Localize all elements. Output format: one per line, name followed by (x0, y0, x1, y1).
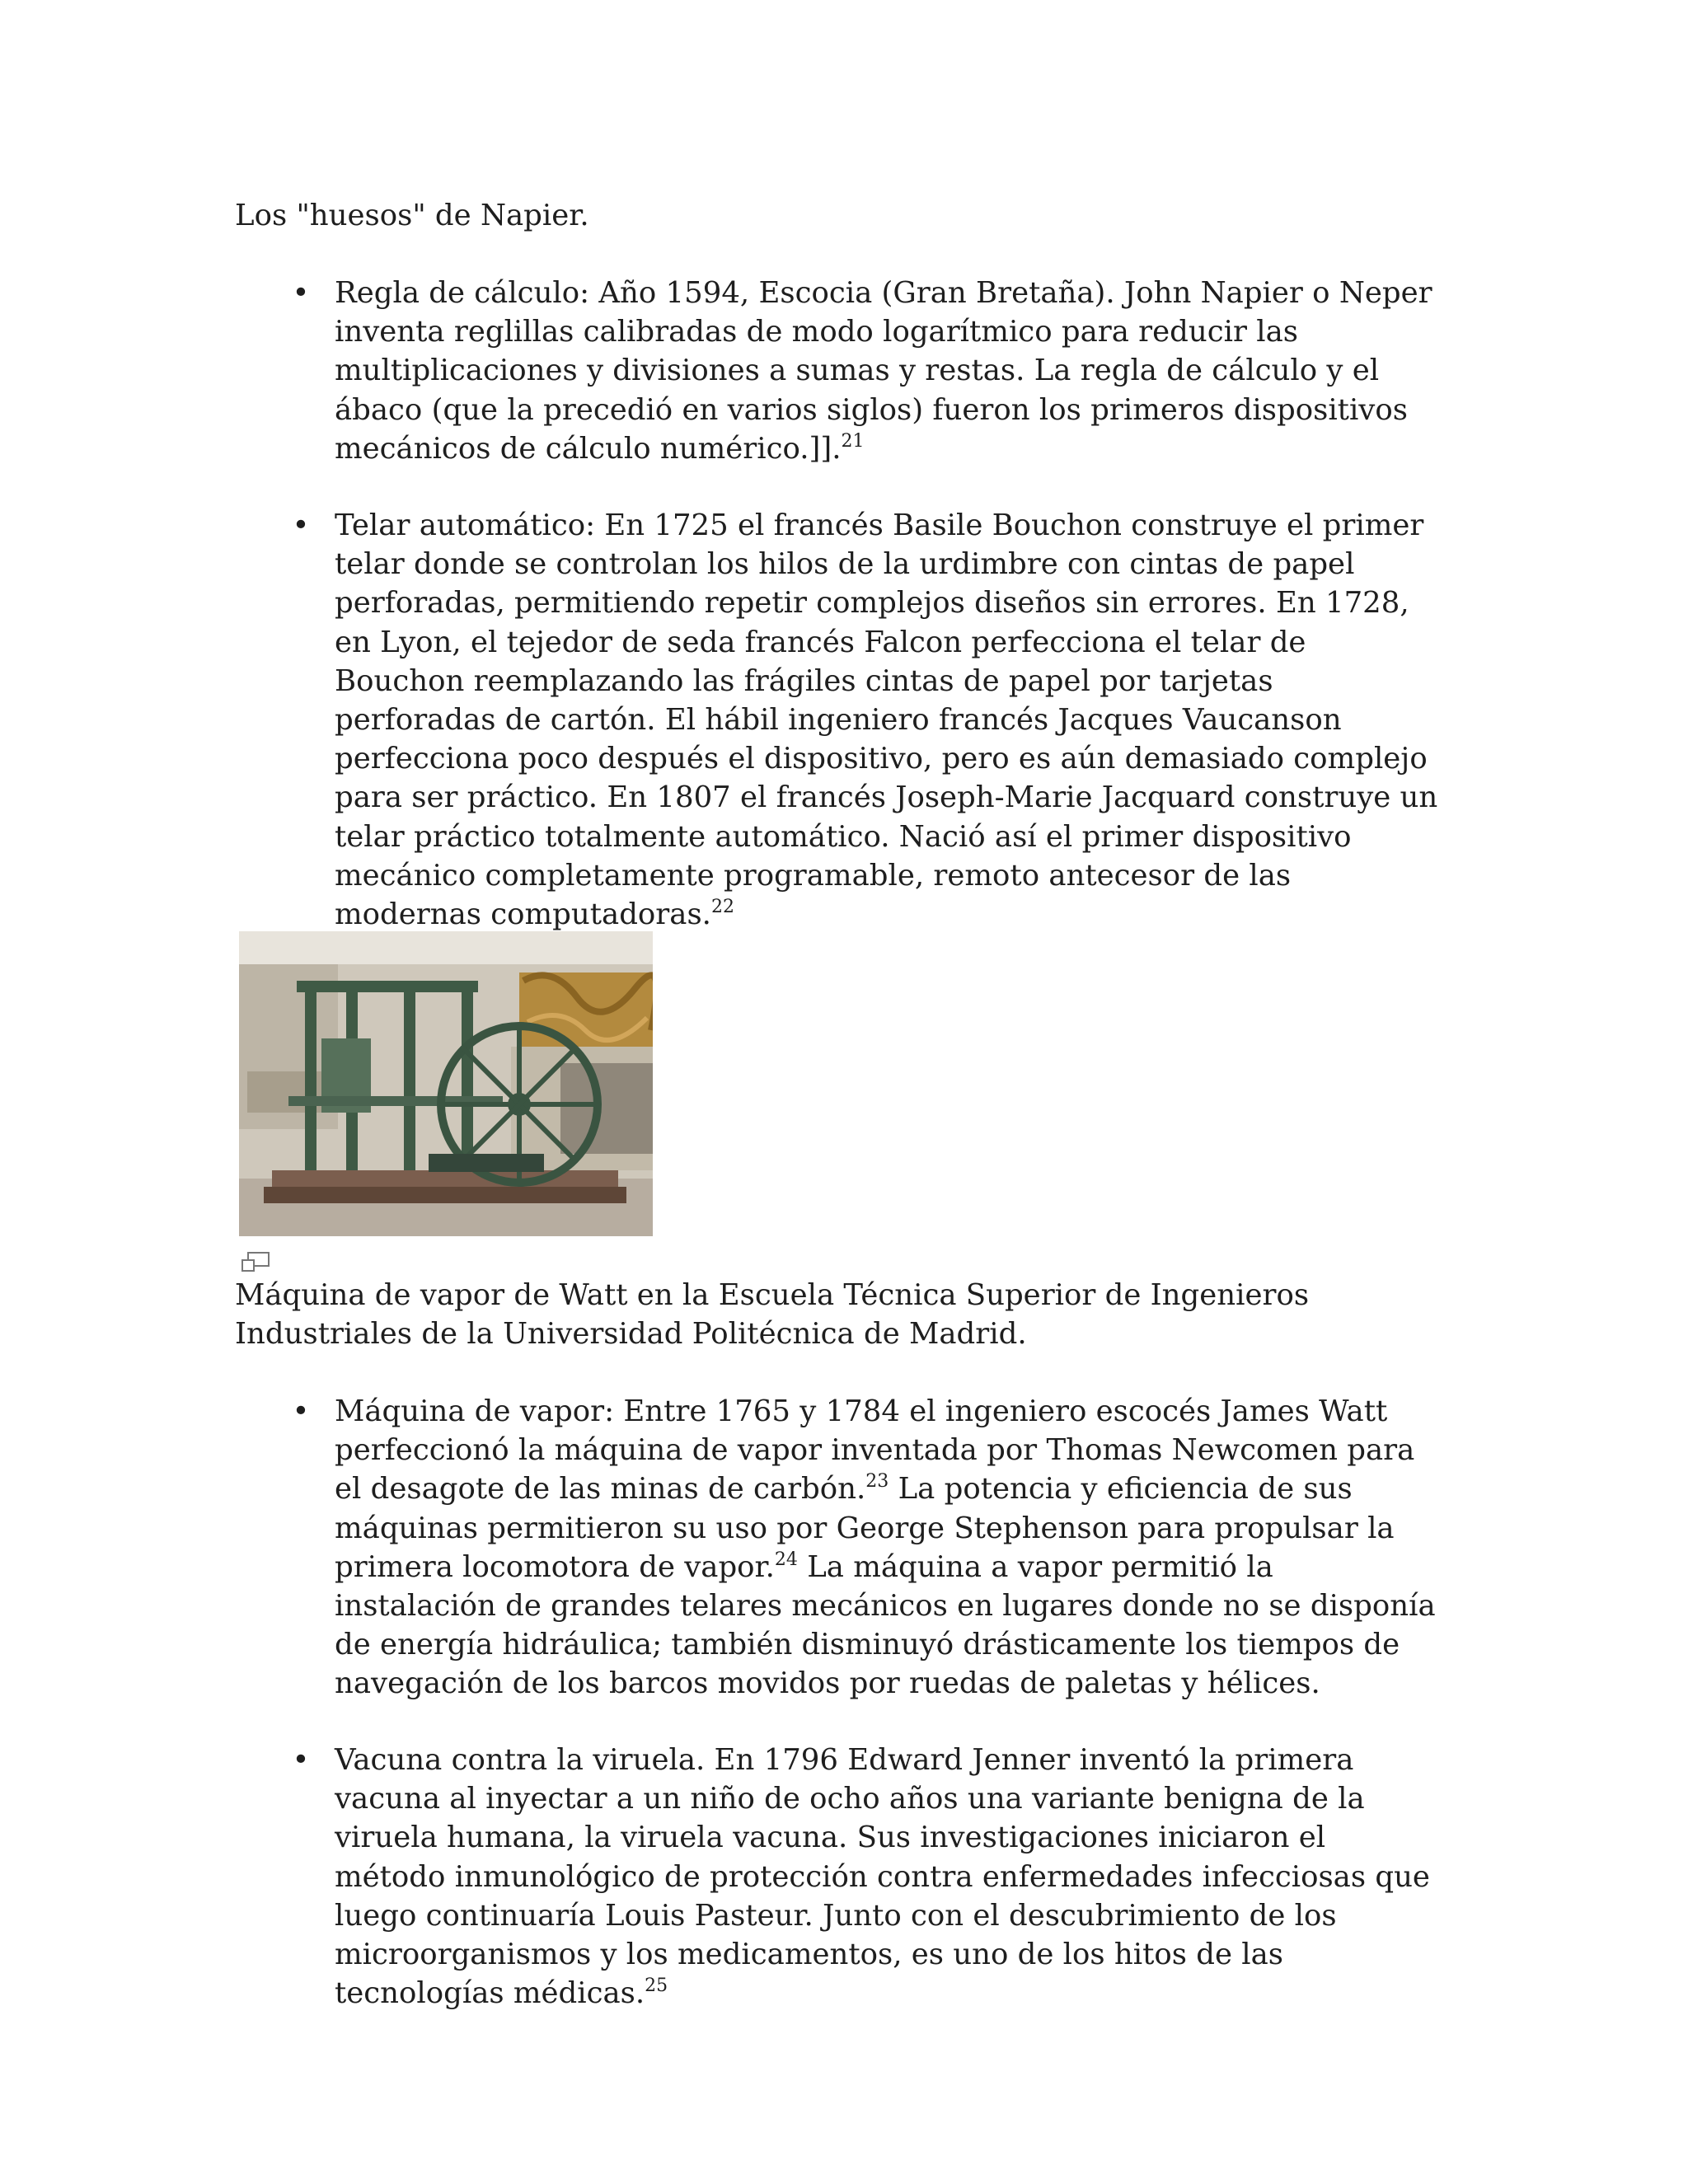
list-item-telar-automatico (235, 506, 1471, 934)
steam-engine-photo[interactable] (239, 931, 653, 1236)
list-item-body: La máquina a vapor permitió la instalación de grandes telares mecánicos en lugares donde no se disponía de energía hidráulica; también disminuyó drásticamente los tiempos de navegación de los barcos movidos por ruedas de paletas y hélices. (335, 1549, 1436, 1701)
image-expand-icon[interactable] (241, 1251, 270, 1274)
list-item-body: Máquina de vapor: Entre 1765 y 1784 el ingeniero escocés James Watt perfeccionó la máquina de vapor inventada por Thomas Newcomen para el desagote de las minas de carbón. (335, 1394, 1415, 1507)
reference-marker[interactable]: 24 (774, 1549, 798, 1570)
bullet-icon: • (292, 1394, 310, 1428)
list-item-vacuna-viruela (235, 1741, 1471, 2013)
list-item-regla-calculo (235, 274, 1471, 468)
reference-marker[interactable]: 23 (865, 1471, 889, 1493)
list-item-body: Telar automático: En 1725 el francés Basile Bouchon construye el primer telar donde se controlan los hilos de la urdimbre con cintas de papel perforadas, permitiendo repetir complejos diseños sin errores. En 1728, en Lyon, el tejedor de seda francés Falcon perfecciona el telar de Bouchon reemplazando las frágiles cintas de papel por tarjetas perforadas de cartón. El hábil ingeniero francés Jacques Vaucanson perfecciona poco después el dispositivo, pero es aún demasiado complejo para ser práctico. En 1807 el francés Joseph-Marie Jacquard construye un telar práctico totalmente automático. Nació así el primer dispositivo mecánico completamente programable, remoto antecesor de las modernas computadoras. (335, 509, 1438, 932)
list-item-text (335, 506, 1439, 934)
list-item-text (335, 1741, 1439, 2013)
intro-paragraph: Los "huesos" de Napier. (235, 199, 589, 232)
bullet-icon: • (292, 1743, 310, 1777)
bullet-icon: • (292, 509, 310, 542)
reference-marker[interactable]: 21 (841, 430, 865, 452)
list-item-body: Vacuna contra la viruela. En 1796 Edward Jenner inventó la primera vacuna al inyectar a un niño de ocho años una variante benigna de la viruela humana, la viruela vacuna. Sus investigaciones iniciaron el método inmunológico de protección contra enfermedades infecciosas que luego continuaría Louis Pasteur. Junto con el descubrimiento de los microorganismos y los medicamentos, es uno de los hitos de las tecnologías médicas. (335, 1743, 1430, 2011)
bullet-icon: • (292, 276, 310, 310)
reference-marker[interactable]: 22 (710, 897, 734, 918)
reference-marker[interactable]: 25 (645, 1975, 668, 1997)
list-item-body: Regla de cálculo: Año 1594, Escocia (Gran Bretaña). John Napier o Neper inventa reglillas calibradas de modo logarítmico para reducir las multiplicaciones y divisiones a sumas y restas. La regla de cálculo y el ábaco (que la precedió en varios siglos) fueron los primeros dispositivos mecánicos de cálculo numérico.]]. (335, 276, 1432, 466)
list-item-body: La potencia y eficiencia de sus máquinas permitieron su uso por George Stephenson para propulsar la primera locomotora de vapor. (335, 1472, 1395, 1584)
list-item-text (335, 1392, 1439, 1704)
list-item-text (335, 274, 1439, 468)
list-item-maquina-vapor (235, 1392, 1471, 1704)
steam-engine-illustration (239, 931, 653, 1236)
image-caption: Máquina de vapor de Watt en la Escuela Técnica Superior de Ingenieros Industriales de la Universidad Politécnica de Madrid. (235, 1278, 1310, 1351)
